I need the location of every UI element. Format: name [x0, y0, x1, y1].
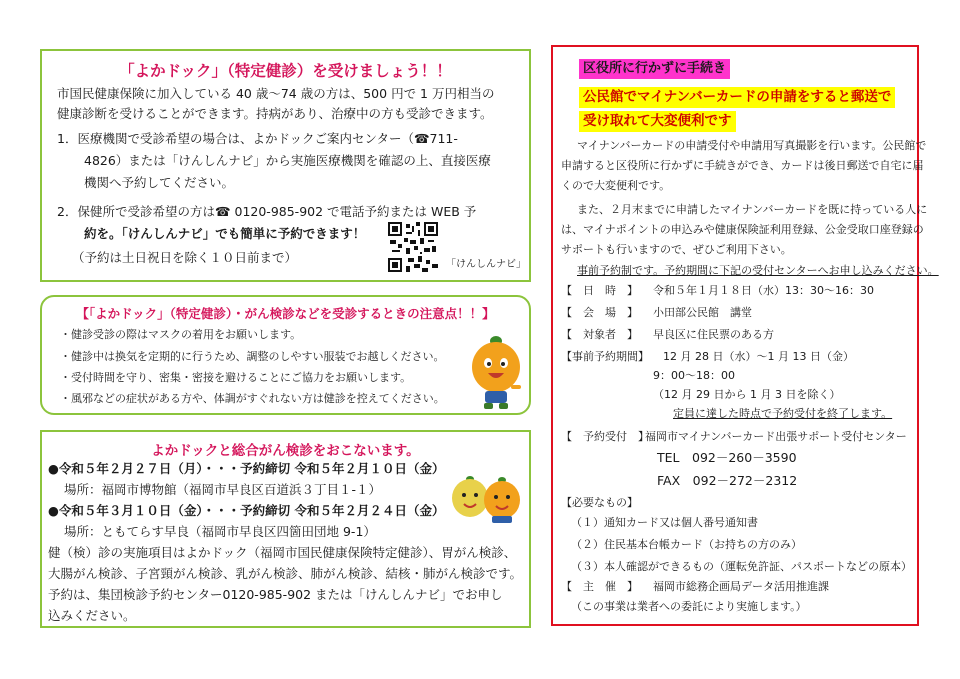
detail-label: 【 予約受付 】	[561, 430, 649, 443]
needs-title: 【必要なもの】	[561, 496, 638, 509]
body-line: は、マイナポイントの申込みや健康保険証利用登録、公金受取口座登録の	[561, 223, 924, 236]
list-item: ・健診中は換気を定期的に行うため、調整のしやすい服装でお越しください。	[60, 350, 445, 363]
precautions-section	[40, 295, 531, 415]
detail-label: 【事前予約期間】	[561, 350, 649, 363]
section-title: 【「よかドック」（特定健診）・がん検診などを受診するときの注意点！！】	[76, 306, 495, 321]
detail-value: （12 月 29 日から 1 月 3 日を除く）	[653, 388, 841, 401]
phone-number[interactable]: TEL 092－260－3590	[657, 450, 797, 465]
my-number-card-section	[551, 45, 939, 626]
qr-caption: 「けんしんナビ」	[446, 259, 526, 270]
venue-line: 場所：福岡市博物館（福岡市早良区百道浜３丁目１-１）	[64, 482, 382, 497]
schedule-line: ●令和５年３月１０日（金）・・・予約締切 令和５年２月２４日（金）	[48, 503, 445, 518]
footnote: （この事業は業者への委託により実施します。）	[571, 600, 807, 613]
detail-label: 【 主 催 】	[561, 580, 638, 593]
body-line: 込みください。	[48, 608, 136, 623]
body-line: サポートも行いますので、ぜひご利用下さい。	[561, 243, 792, 256]
section-title: 「よかドック」（特定健診）を受けましょう！！	[119, 62, 452, 80]
detail-value: 12 月 28 日（水）～1 月 13 日（金）	[663, 350, 854, 363]
body-line: 1．医療機関で受診希望の場合は、よかドックご案内センター（☎711-	[57, 131, 458, 146]
body-line: くので大変便利です。	[561, 179, 671, 192]
body-line: 大腸がん検診、子宮頸がん検診、乳がん検診、肺がん検診、結核・肺がん検診です。	[48, 566, 523, 581]
detail-value: 小田部公民館 講堂	[653, 306, 752, 319]
detail-label: 【 日 時 】	[561, 284, 638, 297]
fax-number: FAX 092－272－2312	[657, 473, 798, 488]
list-item: ・健診受診の際はマスクの着用をお願いします。	[60, 328, 302, 341]
needs-item: （１）通知カード又は個人番号通知書	[571, 516, 758, 529]
body-line: 市国民健康保険に加入している 40 歳～74 歳の方は、500 円で 1 万円相当の	[57, 86, 495, 101]
schedule-line: ●令和５年２月２７日（月）・・・予約締切 令和５年２月１０日（金）	[48, 461, 445, 476]
detail-value: 福岡市総務企画局データ活用推進課	[653, 580, 829, 593]
specific-checkup-section	[40, 49, 531, 282]
detail-label: 【 対象者 】	[561, 328, 638, 341]
section-tag: 区役所に行かずに手続き	[579, 59, 730, 79]
needs-item: （２）住民基本台帳カード（お持ちの方のみ）	[571, 538, 802, 551]
list-item: ・風邪などの症状がある方や、体調がすぐれない方は健診を控えてください。	[60, 392, 445, 405]
detail-value: 令和５年１月１８日（水）13：30～16：30	[653, 284, 874, 297]
body-line: 4826）または「けんしんナビ」から実施医療機関を確認の上、直接医療	[84, 153, 491, 168]
body-line: 2．保健所で受診希望の方は☎ 0120-985-902 で電話予約または WEB 予	[57, 204, 477, 219]
detail-value: 定員に達した時点で予約受付を終了します。	[673, 407, 893, 420]
body-line: 健康診断を受けることができます。持病があり、治療中の方も受診できます。	[57, 106, 493, 121]
section-title: よかドックと総合がん検診をおこないます。	[151, 443, 420, 459]
list-item: ・受付時間を守り、密集・密接を避けることにご協力をお願いします。	[60, 371, 412, 384]
body-line: マイナンバーカードの申請受付や申請用写真撮影を行います。公民館で	[577, 139, 927, 152]
headline-line: 受け取れて大変便利です	[579, 111, 736, 132]
needs-item: （３）本人確認ができるもの（運転免許証、パスポートなどの原本）	[571, 560, 912, 573]
body-line: 約を。「けんしんナビ」でも簡単に予約できます！	[84, 226, 366, 241]
body-line: （予約は土日祝日を除く１０日前まで）	[72, 250, 298, 265]
body-line: 申請すると区役所に行かずに手続きができ、カードは後日郵送で自宅に届	[561, 159, 924, 172]
body-line: 予約は、集団検診予約センター0120-985-902 または「けんしんナビ」でお申し	[48, 587, 503, 602]
detail-value: 早良区に住民票のある方	[653, 328, 774, 341]
detail-label: 【 会 場 】	[561, 306, 638, 319]
venue-line: 場所：ともてらす早良（福岡市早良区四箇田団地 9-1）	[64, 524, 376, 539]
mascot-pair-icon	[448, 474, 523, 524]
reservation-note: 事前予約制です。予約期間に下記の受付センターへお申し込みください。	[577, 264, 939, 277]
qr-code-icon[interactable]	[388, 222, 438, 272]
mascot-icon	[467, 333, 525, 413]
detail-value: 9：00～18：00	[653, 369, 735, 382]
body-line: また、２月末までに申請したマイナンバーカードを既に持っている人に	[577, 203, 928, 216]
headline-line: 公民館でマイナンバーカードの申請をすると郵送で	[579, 87, 895, 108]
body-line: 機関へ予約してください。	[84, 175, 235, 190]
detail-value: 福岡市マイナンバーカード出張サポート受付センター	[645, 430, 907, 443]
body-line: 健（検）診の実施項目はよかドック（福岡市国民健康保険特定健診）、胃がん検診、	[48, 545, 517, 560]
cancer-screening-section	[40, 430, 531, 628]
